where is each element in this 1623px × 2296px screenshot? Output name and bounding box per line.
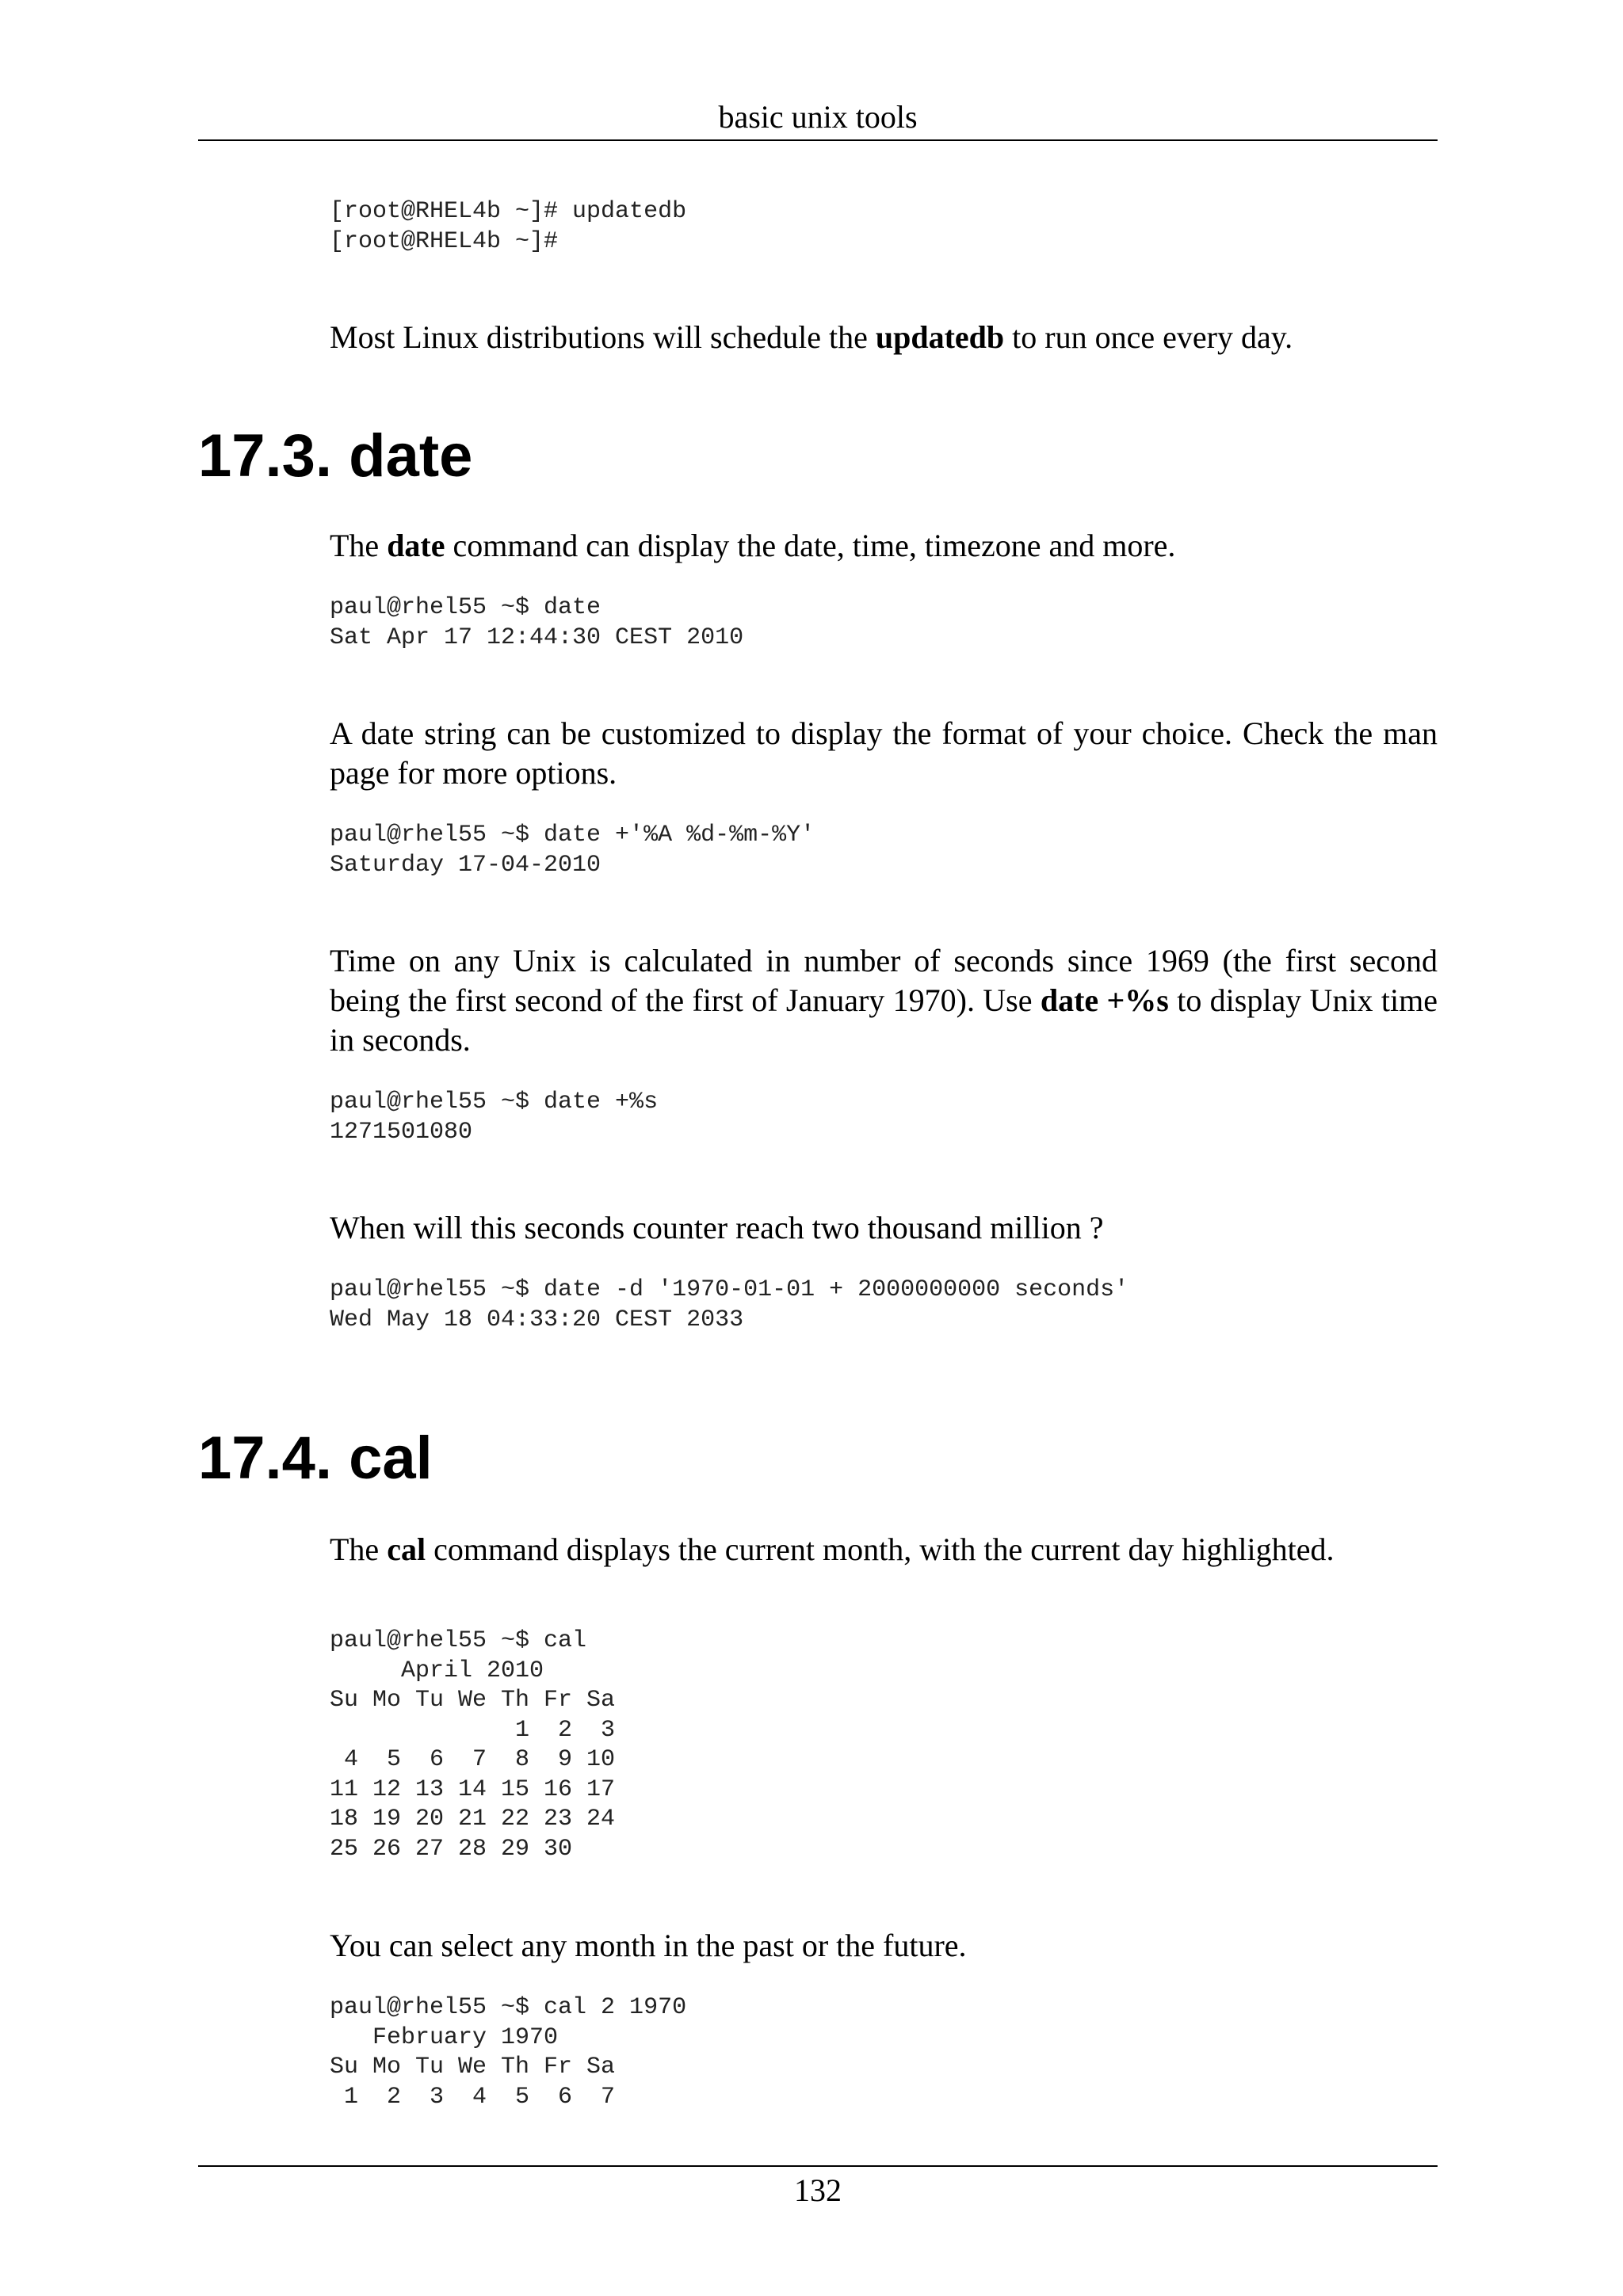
text: The — [330, 1531, 388, 1567]
code-block-unix-time: paul@rhel55 ~$ date +%s 1271501080 — [330, 1089, 659, 1146]
paragraph-cal-select: You can select any month in the past or the future. — [330, 1928, 967, 1963]
page-number: 132 — [794, 2172, 842, 2208]
code-block-cal-february: paul@rhel55 ~$ cal 2 1970 February 1970 Su Mo Tu We Th Fr Sa 1 2 3 4 5 6 7 — [330, 1994, 687, 2111]
bold-command: updatedb — [875, 319, 1005, 355]
section-heading-date: 17.3. date — [198, 422, 473, 490]
code-block-date: paul@rhel55 ~$ date Sat Apr 17 12:44:30 CEST 2010 — [330, 594, 744, 651]
code-block-two-thousand-million: paul@rhel55 ~$ date -d '1970-01-01 + 2000000000 seconds' Wed May 18 04:33:20 CEST 2033 — [330, 1276, 1129, 1333]
text: Time on any Unix is calculated in number of seconds since 1969 (the first second being the first second of the first of January 1970). Use — [330, 943, 1438, 1018]
running-header: basic unix tools — [718, 99, 918, 135]
bold-command: date +%s — [1040, 982, 1169, 1018]
text: to display Unix time in seconds. — [330, 982, 1438, 1058]
paragraph-updatedb — [330, 318, 1438, 357]
bold-command: date — [387, 528, 445, 563]
paragraph-two-thousand-million: When will this seconds counter reach two thousand million ? — [330, 1210, 1104, 1245]
text: Most Linux distributions will schedule the — [330, 319, 876, 355]
code-block-cal: paul@rhel55 ~$ cal April 2010 Su Mo Tu We Th Fr Sa 1 2 3 4 5 6 7 8 9 10 11 12 13 14 15 16 17 18 19 20 21 22 23 24 25 26 27 28 29 30 — [330, 1627, 616, 1863]
paragraph-cal-intro — [330, 1530, 1438, 1569]
code-block-updatedb: [root@RHEL4b ~]# updatedb [root@RHEL4b ~]# — [330, 198, 687, 255]
text: command displays the current month, with the current day highlighted. — [426, 1531, 1335, 1567]
text: to run once every day. — [1004, 319, 1293, 355]
paragraph-unix-time — [330, 941, 1438, 1060]
paragraph-date-format: A date string can be customized to display the format of your choice. Check the man page for more options. — [330, 715, 1438, 791]
bold-command: cal — [387, 1531, 426, 1567]
paragraph-date-intro — [330, 526, 1438, 566]
code-block-date-format: paul@rhel55 ~$ date +'%A %d-%m-%Y' Saturday 17-04-2010 — [330, 822, 815, 879]
text: command can display the date, time, timezone and more. — [445, 528, 1176, 563]
header-rule — [198, 139, 1438, 141]
text: The — [330, 528, 388, 563]
section-heading-cal: 17.4. cal — [198, 1425, 433, 1492]
